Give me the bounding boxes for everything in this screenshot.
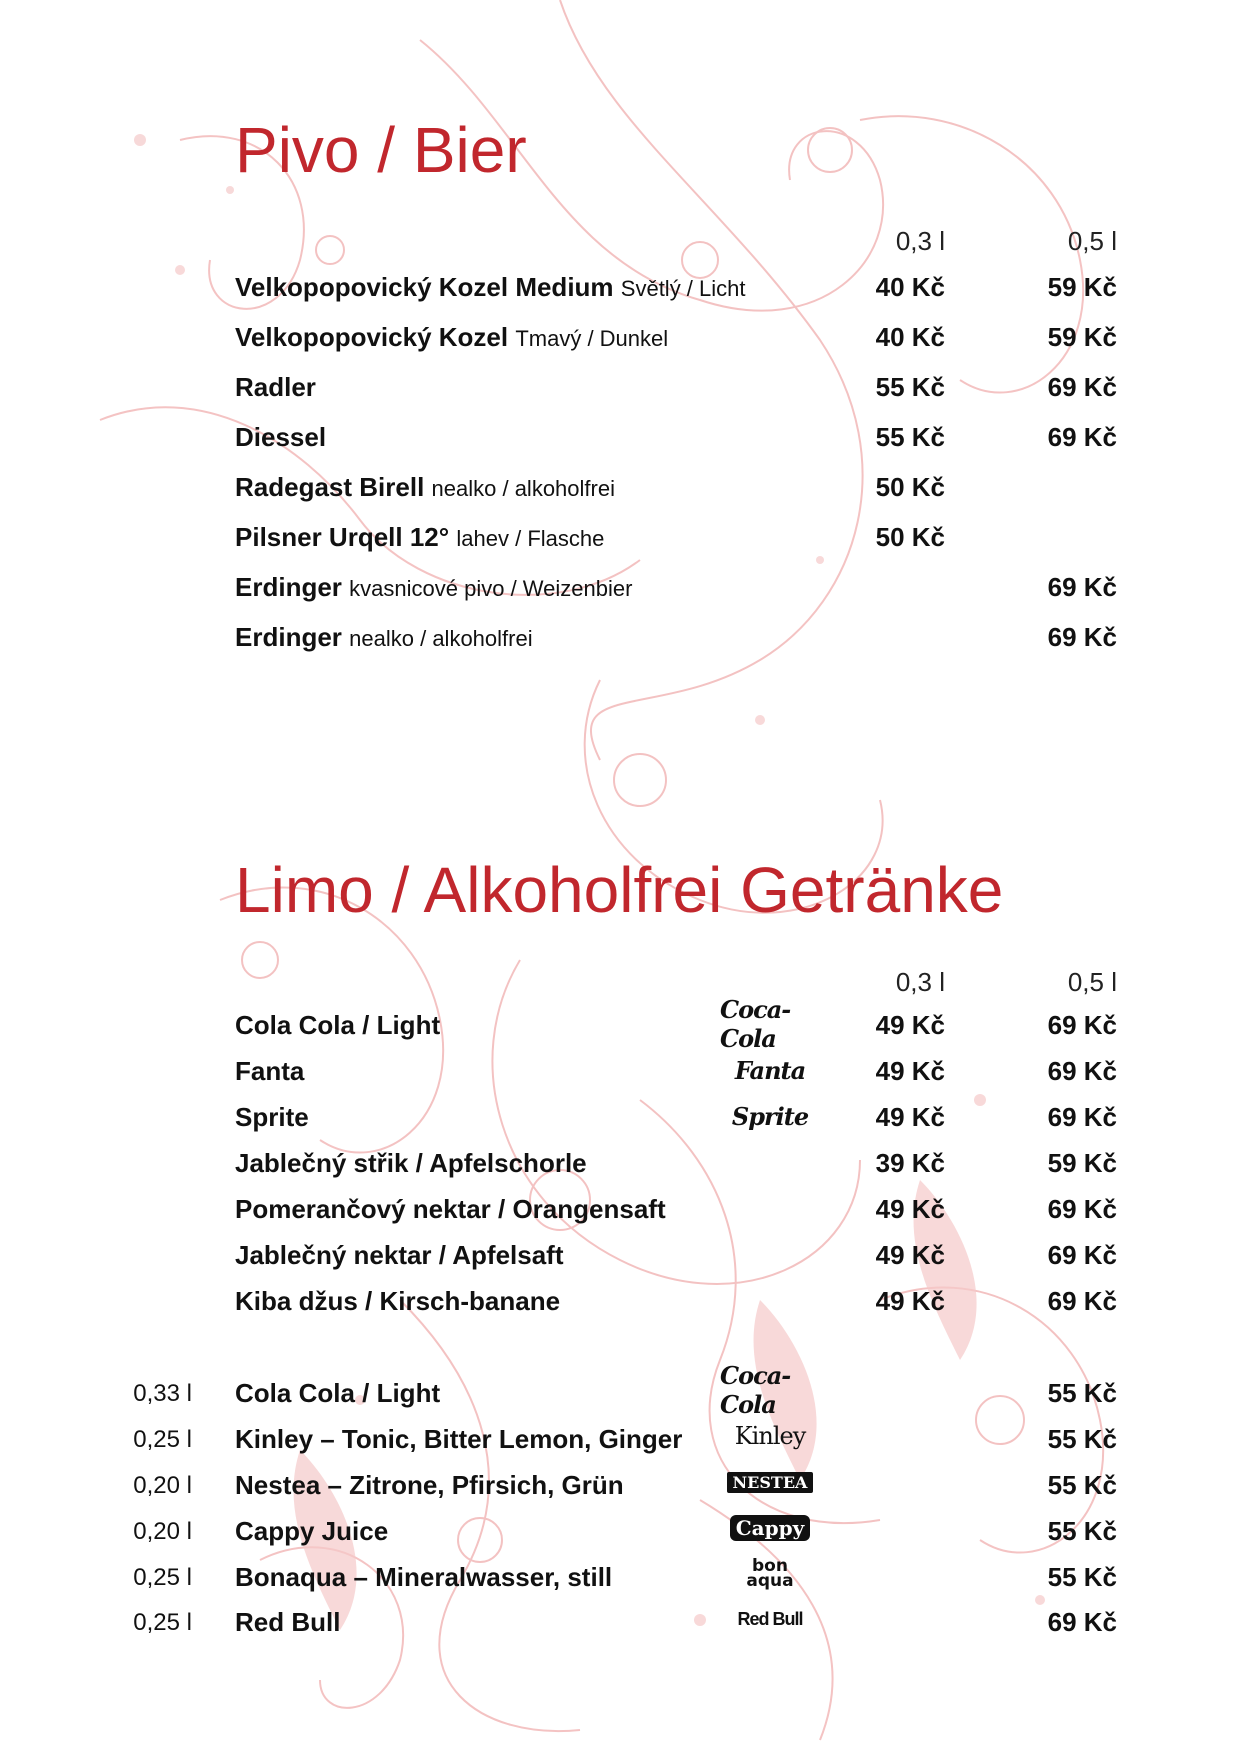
bottle-name: Bonaqua – Mineralwasser, still	[235, 1562, 613, 1592]
limo-price-small: 49 Kč	[875, 1240, 945, 1270]
beer-description: nealko / alkoholfrei	[349, 626, 533, 651]
bottle-name: Nestea – Zitrone, Pfirsich, Grün	[235, 1470, 624, 1500]
limo-name: Jablečný nektar / Apfelsaft	[235, 1240, 564, 1270]
bottle-item	[235, 1424, 682, 1464]
beer-item	[235, 272, 746, 312]
bottle-name: Cappy Juice	[235, 1516, 389, 1546]
beer-price-small: 40 Kč	[875, 322, 945, 352]
bottle-item	[235, 1562, 612, 1602]
bottle-price: 55 Kč	[1047, 1378, 1117, 1408]
bottle-price: 55 Kč	[1047, 1424, 1117, 1454]
beer-price-large: 69 Kč	[1047, 622, 1117, 652]
beer-description: nealko / alkoholfrei	[431, 476, 615, 501]
limo-price-large: 59 Kč	[1047, 1148, 1117, 1178]
limo-price-large: 69 Kč	[1047, 1194, 1117, 1224]
beer-name: Radegast Birell	[235, 472, 425, 502]
section-title-limo: Limo / Alkoholfrei Getränke	[235, 854, 1004, 926]
limo-price-small: 49 Kč	[875, 1194, 945, 1224]
bottle-volume: 0,25 l	[133, 1564, 192, 1591]
bottle-volume: 0,20 l	[133, 1518, 192, 1545]
limo-price-small: 49 Kč	[875, 1102, 945, 1132]
limo-price-small: 49 Kč	[875, 1286, 945, 1316]
brand-logo-text: Red Bull	[737, 1608, 803, 1629]
brand-logo-text: Cappy	[730, 1515, 810, 1541]
limo-col-large-header: 0,5 l	[1067, 967, 1117, 997]
beer-description: Tmavý / Dunkel	[515, 326, 669, 351]
beer-col-large-header: 0,5 l	[1067, 226, 1117, 256]
beer-name: Erdinger	[235, 622, 342, 652]
beer-item	[235, 622, 533, 662]
limo-name: Kiba džus / Kirsch-banane	[235, 1286, 561, 1316]
limo-price-small: 49 Kč	[875, 1056, 945, 1086]
bottle-volume: 0,25 l	[133, 1426, 192, 1453]
brand-logo-text: Sprite	[731, 1101, 809, 1131]
beer-price-small: 50 Kč	[875, 522, 945, 552]
section-title-beer: Pivo / Bier	[235, 114, 527, 186]
limo-price-small: 39 Kč	[875, 1148, 945, 1178]
beer-item	[235, 322, 668, 362]
beer-name: Pilsner Urqell 12°	[235, 522, 450, 552]
beer-price-small: 40 Kč	[875, 272, 945, 302]
beer-price-large: 69 Kč	[1047, 372, 1117, 402]
limo-name: Cola Cola / Light	[235, 1010, 441, 1040]
brand-logo-icon	[720, 1464, 820, 1500]
bottle-name: Red Bull	[235, 1607, 341, 1637]
limo-col-small-header: 0,3 l	[895, 967, 945, 997]
limo-price-large: 69 Kč	[1047, 1010, 1117, 1040]
brand-logo-icon	[720, 1556, 820, 1592]
beer-price-small: 55 Kč	[875, 422, 945, 452]
beer-item	[235, 472, 615, 512]
bottle-price: 69 Kč	[1047, 1607, 1117, 1637]
beer-price-large: 69 Kč	[1047, 422, 1117, 452]
limo-price-large: 69 Kč	[1047, 1240, 1117, 1270]
limo-price-large: 69 Kč	[1047, 1286, 1117, 1316]
limo-item	[235, 1148, 587, 1188]
limo-name: Sprite	[235, 1102, 309, 1132]
brand-logo-icon	[720, 1601, 820, 1637]
bottle-item	[235, 1470, 624, 1510]
beer-description: Světlý / Licht	[620, 276, 746, 301]
bottle-item	[235, 1516, 388, 1556]
limo-price-small: 49 Kč	[875, 1010, 945, 1040]
limo-item	[235, 1010, 440, 1050]
brand-logo-icon	[720, 1361, 820, 1419]
beer-price-large: 69 Kč	[1047, 572, 1117, 602]
beer-description: kvasnicové pivo / Weizenbier	[349, 576, 633, 601]
limo-name: Pomerančový nektar / Orangensaft	[235, 1194, 666, 1224]
beer-col-small-header: 0,3 l	[895, 226, 945, 256]
bottle-item	[235, 1378, 440, 1418]
brand-logo-icon	[720, 1510, 820, 1546]
brand-logo-text: Coca-Cola	[720, 1361, 791, 1419]
beer-price-small: 50 Kč	[875, 472, 945, 502]
beer-description: lahev / Flasche	[456, 526, 605, 551]
bottle-price: 55 Kč	[1047, 1562, 1117, 1592]
limo-price-large: 69 Kč	[1047, 1102, 1117, 1132]
bottle-volume: 0,33 l	[133, 1380, 192, 1407]
brand-logo-text: Fanta	[734, 1055, 806, 1085]
limo-price-large: 69 Kč	[1047, 1056, 1117, 1086]
brand-logo-text: Kinley	[734, 1422, 806, 1450]
bottle-volume: 0,20 l	[133, 1472, 192, 1499]
limo-item	[235, 1102, 309, 1142]
limo-item	[235, 1056, 304, 1096]
beer-name: Diessel	[235, 422, 327, 452]
beer-item	[235, 522, 604, 562]
brand-logo-text: NESTEA	[727, 1472, 814, 1493]
bottle-price: 55 Kč	[1047, 1470, 1117, 1500]
bottle-item	[235, 1607, 340, 1647]
beer-name: Radler	[235, 372, 316, 402]
bottle-volume: 0,25 l	[133, 1609, 192, 1636]
limo-item	[235, 1240, 564, 1280]
bottle-name: Kinley – Tonic, Bitter Lemon, Ginger	[235, 1424, 683, 1454]
limo-name: Jablečný střik / Apfelschorle	[235, 1148, 587, 1178]
beer-name: Velkopopovický Kozel	[235, 322, 509, 352]
beer-item	[235, 422, 326, 462]
beer-price-large: 59 Kč	[1047, 322, 1117, 352]
brand-logo-text: bon aqua	[746, 1556, 794, 1591]
limo-name: Fanta	[235, 1056, 305, 1086]
beer-price-small: 55 Kč	[875, 372, 945, 402]
beer-item	[235, 372, 316, 412]
limo-item	[235, 1286, 560, 1326]
beer-name: Velkopopovický Kozel Medium	[235, 272, 614, 302]
beer-name: Erdinger	[235, 572, 342, 602]
bottle-price: 55 Kč	[1047, 1516, 1117, 1546]
beer-item	[235, 572, 632, 612]
brand-logo-icon	[720, 1418, 820, 1454]
beer-price-large: 59 Kč	[1047, 272, 1117, 302]
brand-logo-text: Coca-Cola	[720, 995, 791, 1053]
bottle-name: Cola Cola / Light	[235, 1378, 441, 1408]
limo-item	[235, 1194, 666, 1234]
